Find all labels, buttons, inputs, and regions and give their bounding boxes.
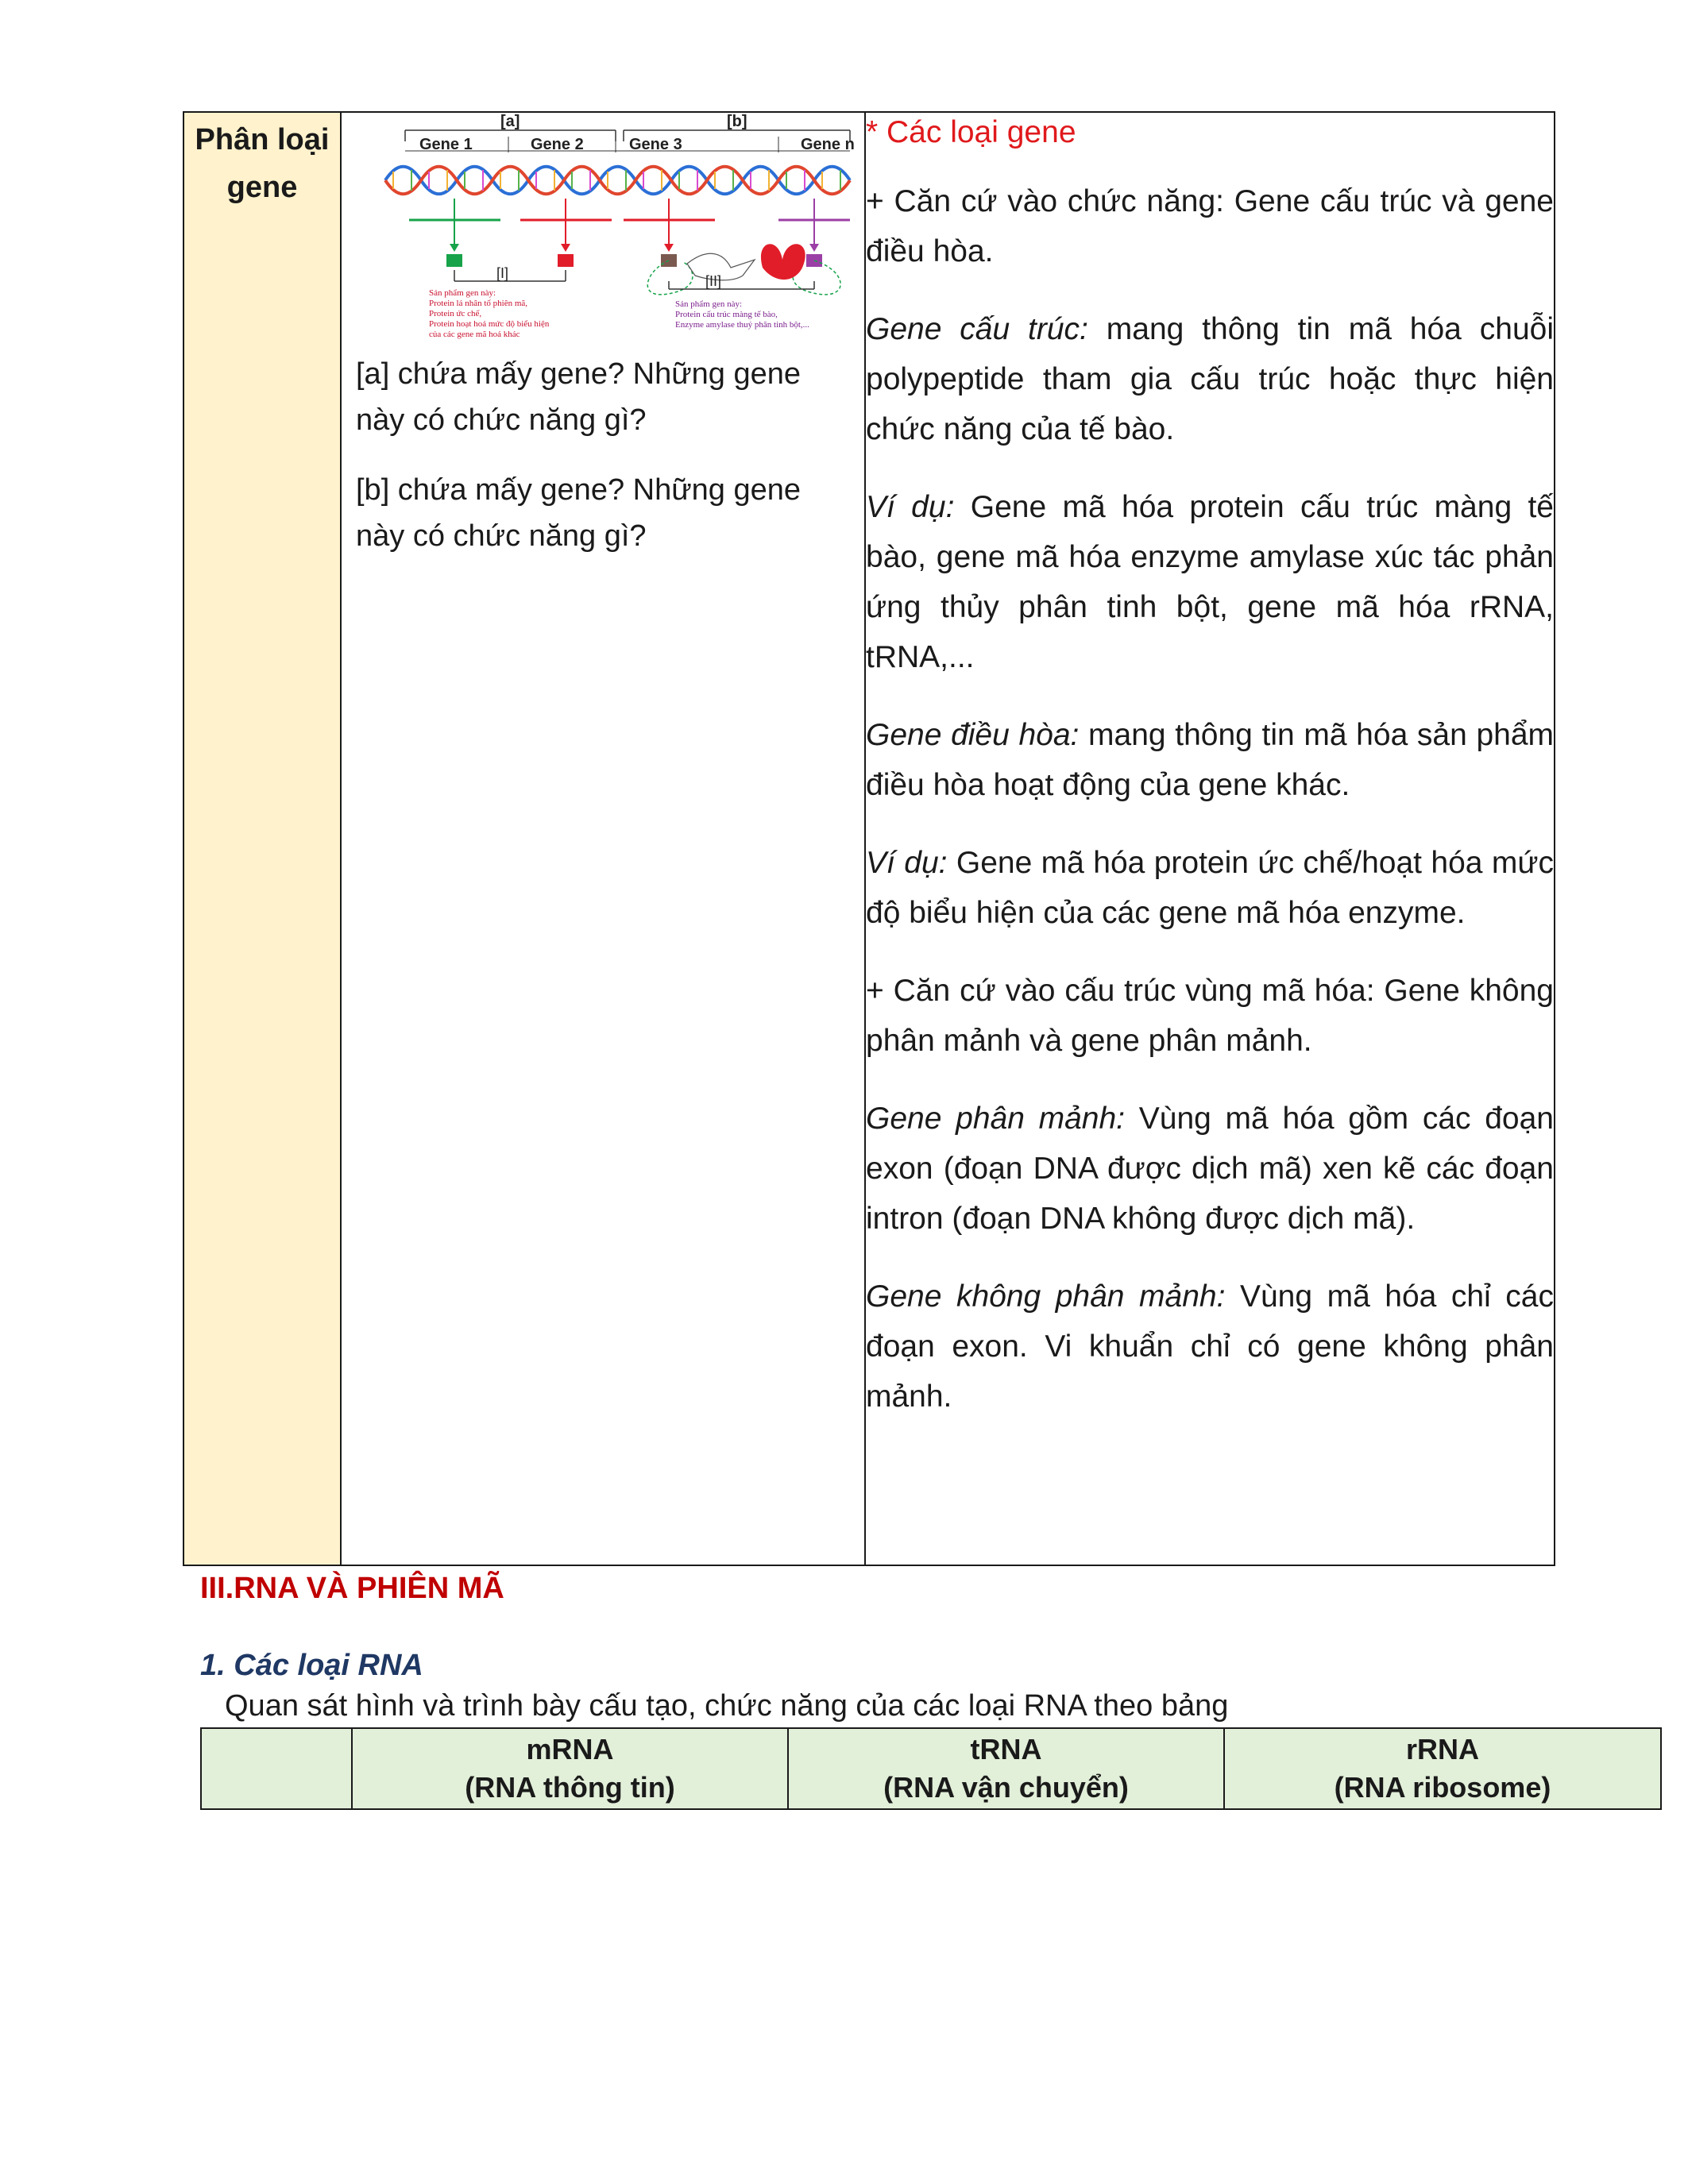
structural-gene-paragraph xyxy=(866,304,1554,454)
dna-gene-diagram-illustration xyxy=(381,113,858,351)
mrna-header xyxy=(352,1728,788,1809)
product-ii-text: Sản phẩm gen này: Protein cấu trúc màng tế bào, Enzyme amylase thuỷ phân tinh bột,... xyxy=(675,299,809,330)
group-ii-label: [II] xyxy=(705,273,722,289)
trna-name: tRNA xyxy=(970,1733,1042,1765)
row-label-line2: gene xyxy=(226,171,298,204)
gene-diagram xyxy=(342,113,864,351)
rna-empty-header xyxy=(201,1728,352,1809)
regulatory-example-term: Ví dụ: xyxy=(866,846,948,880)
split-gene-term: Gene phân mảnh: xyxy=(866,1102,1126,1136)
answer-cell xyxy=(865,112,1555,1565)
split-gene-paragraph xyxy=(866,1094,1554,1244)
gene-2-label: Gene 2 xyxy=(531,136,584,153)
row-label-cell xyxy=(183,112,341,1565)
regulatory-example-paragraph xyxy=(866,838,1554,938)
non-split-gene-term: Gene không phân mảnh: xyxy=(866,1279,1226,1314)
rrna-header xyxy=(1224,1728,1661,1809)
mrna-desc: (RNA thông tin) xyxy=(465,1771,675,1804)
gene-types-heading: * Các loại gene xyxy=(866,115,1076,149)
product-i-text: Sản phẩm gen này: Protein lá nhân tố phiên mã, Protein ức chế, Protein hoạt hoá mức độ biểu hiện của các gene mã hoá khác xyxy=(429,288,550,339)
non-split-gene-text: Vùng mã hóa chỉ các đoạn exon. Vi khuẩn chỉ có gene không phân mảnh. xyxy=(866,1279,1554,1414)
regulatory-gene-text: mang thông tin mã hóa sản phẩm điều hòa hoạt động của gene khác. xyxy=(866,718,1555,802)
section-title: III.RNA VÀ PHIÊN MÃ xyxy=(200,1572,504,1605)
gene-n-label: Gene n xyxy=(801,136,855,153)
structural-example-paragraph xyxy=(866,482,1554,682)
trna-header xyxy=(788,1728,1224,1809)
gene-3-label: Gene 3 xyxy=(629,136,682,153)
rrna-desc: (RNA ribosome) xyxy=(1334,1771,1551,1804)
subsection-title: 1. Các loại RNA xyxy=(200,1649,423,1682)
trna-desc: (RNA vận chuyển) xyxy=(883,1771,1129,1804)
regulatory-gene-term: Gene điều hòa: xyxy=(866,718,1080,752)
regulatory-example-text: Gene mã hóa protein ức chế/hoạt hóa mức độ biểu hiện của các gene mã hóa enzyme. xyxy=(866,846,1554,930)
group-i-label: [I] xyxy=(496,265,509,281)
structural-example-term: Ví dụ: xyxy=(866,490,955,524)
row-label xyxy=(184,113,340,211)
row-label-line1: Phân loại xyxy=(195,123,330,156)
regulatory-gene-paragraph xyxy=(866,710,1554,810)
structure-basis-paragraph: + Căn cứ vào cấu trúc vùng mã hóa: Gene không phân mảnh và gene phân mảnh. xyxy=(866,974,1554,1058)
structural-example-text: Gene mã hóa protein cấu trúc màng tế bào, gene mã hóa enzyme amylase xúc tác phản ứng thủy phân tinh bột, gene mã hóa rRNA, tRNA,... xyxy=(866,490,1554,674)
question-a: [a] chứa mấy gene? Những gene này có chức năng gì? xyxy=(356,357,802,437)
rrna-name: rRNA xyxy=(1405,1733,1479,1765)
mrna-name: mRNA xyxy=(526,1733,614,1765)
gene-1-label: Gene 1 xyxy=(419,136,473,153)
structural-gene-text: mang thông tin mã hóa chuỗi polypeptide tham gia cấu trúc hoặc thực hiện chức năng của tế bào. xyxy=(866,312,1554,446)
function-basis-paragraph: + Căn cứ vào chức năng: Gene cấu trúc và gene điều hòa. xyxy=(866,184,1554,268)
non-split-gene-paragraph xyxy=(866,1271,1554,1422)
bracket-b-label: [b] xyxy=(727,113,747,130)
bracket-a-label: [a] xyxy=(500,113,520,130)
gene-classification-table xyxy=(183,111,1555,1566)
split-gene-text: Vùng mã hóa gồm các đoạn exon (đoạn DNA được dịch mã) xen kẽ các đoạn intron (đoạn DNA không được dịch mã). xyxy=(866,1102,1554,1236)
instruction-text: Quan sát hình và trình bày cấu tạo, chức năng của các loại RNA theo bảng xyxy=(225,1689,1229,1723)
structural-gene-term: Gene cấu trúc: xyxy=(866,312,1088,346)
rna-types-table xyxy=(200,1727,1662,1810)
question-cell xyxy=(341,112,865,1565)
question-b: [b] chứa mấy gene? Những gene này có chức năng gì? xyxy=(356,473,802,553)
